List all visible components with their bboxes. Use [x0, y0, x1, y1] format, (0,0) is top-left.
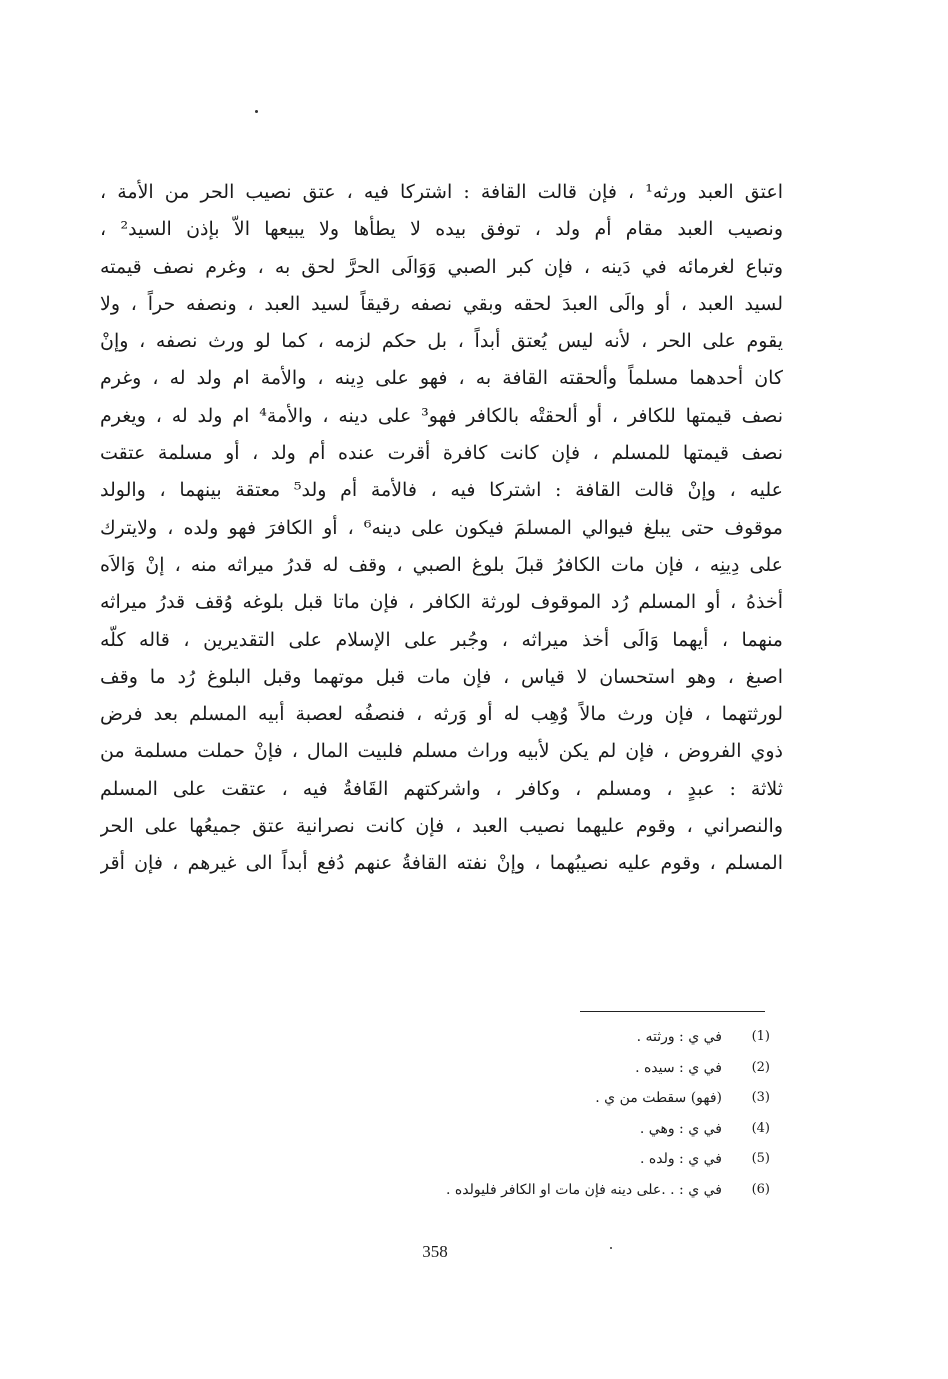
- footnote-item: [300, 1114, 770, 1145]
- text-line: وتباع لغرمائه في دَينه ، فإن كبر الصبي وَوَالَى الحرَّ لحق به ، وغرم نصف قيمته: [100, 255, 783, 278]
- footnote-text: في ي : ورثته .: [636, 1029, 722, 1045]
- text-line: نصف قيمتها للكافر ، أو ألحقتْه بالكافر فهو³ على دينه ، والأمة⁴ ام ولد له ، ويغرم: [100, 404, 783, 427]
- main-text-block: [100, 174, 783, 883]
- text-line: اصبغ ، وهو استحسان لا قياس ، فإن مات قبل موتهما وقبل البلوغ رُد ما وقف: [100, 665, 783, 688]
- text-line: نصف قيمتها للمسلم ، فإن كانت كافرة أقرت عنده أم ولد ، أو مسلمة عتقت: [100, 442, 783, 465]
- text-line: أخذهُ ، أو المسلم رُد الموقوف لورثة الكافر ، فإن ماتا قبل بلوغه وُقف قدرُ ميراثه: [100, 591, 783, 614]
- text-line: ذوي الفروض ، فإن لم يكن لأبيه وراث مسلم فلبيت المال ، فإنْ حملت مسلمة من: [100, 740, 783, 763]
- footnote-item: [300, 1083, 770, 1114]
- footnote-divider: [580, 1011, 765, 1012]
- footnote-item: [300, 1144, 770, 1175]
- text-line: يقوم على الحر ، لأنه ليس يُعتق أبداً ، بل حكم لزمه ، كما لو ورث نصفه ، وإنْ: [100, 330, 783, 353]
- footnote-number: (2): [751, 1059, 770, 1075]
- text-line: منهما ، أيهما وَالَى أخذ ميراثه ، وجُبر على الإسلام على التقديرين ، قاله كلّه: [100, 628, 783, 651]
- text-line: موقوف حتى يبلغ فيوالي المسلمَ فيكون على دينه⁶ ، أو الكافرَ فهو ولده ، ولايترك: [100, 516, 783, 539]
- text-line: اعتق العبد ورثه¹ ، فإن قالت القافة : اشتركا فيه ، عتق نصيب الحر من الأمة ،: [100, 181, 783, 203]
- footnote-item: [300, 1175, 770, 1206]
- footnote-item: [300, 1053, 770, 1084]
- text-line: لورثتهما ، فإن ورث مالاً وُهِب له أو وَرثه ، فنصفُه لعصبة أبيه المسلم بعد فرض: [100, 703, 783, 726]
- footnotes: [300, 1022, 770, 1205]
- footnote-number: (6): [751, 1181, 770, 1197]
- footnote-number: (1): [751, 1029, 770, 1044]
- page-number: 358: [422, 1242, 448, 1261]
- footnote-number: (4): [751, 1120, 770, 1136]
- text-line: المسلم ، وقوم عليه نصيبُهما ، وإنْ نفته القافةُ عنهم دُفع أبداً الى غيرهم ، فإن أقر: [100, 852, 783, 875]
- footnote-text: في ي : ولده .: [640, 1151, 722, 1167]
- scan-speck: [610, 1247, 612, 1249]
- text-line: والنصراني ، وقوم عليهما نصيب العبد ، فإن كانت نصرانية عتق جميعُها على الحر: [100, 815, 783, 838]
- scan-speck: [255, 110, 258, 113]
- text-line: ونصيب العبد مقام أم ولد ، توفق بيده لا يطأها ولا يبيعها الاّ بإذن السيد² ،: [100, 218, 783, 241]
- footnote-text: في ي : . .على دينه فإن مات او الكافر فليولده .: [446, 1181, 722, 1198]
- text-line: كان أحدهما مسلماً وألحقته القافة به ، فهو على دِينه ، والأمة ام ولد له ، وغرم: [100, 367, 783, 390]
- text-line: عليه ، وإنْ قالت القافة : اشتركا فيه ، فالأمة أم ولد⁵ معتقة بينهما ، والولد: [100, 479, 783, 502]
- footnote-text: في ي : وهي .: [639, 1120, 722, 1137]
- text-line: ثلاثة : عبدٍ ، ومسلم ، وكافر ، واشركتهم القَافةُ فيه ، عتقت على المسلم: [100, 777, 783, 800]
- footnote-item: [300, 1022, 770, 1053]
- footnote-number: (3): [751, 1090, 770, 1105]
- text-line: لسيد العبد ، أو والَى العبدَ لحقه وبقي نصفه رقيقاً لسيد العبد ، ونصفه حراً ، ولا: [100, 292, 783, 315]
- text-line: على دِينِه ، فإن مات الكافرُ قبلَ بلوغ الصبي ، وقف له قدرُ ميراثه منه ، إنْ وَالاَه: [100, 553, 783, 576]
- footnote-number: (5): [751, 1151, 770, 1166]
- footnote-text: في ي : سيده .: [635, 1059, 722, 1076]
- footnote-text: (فهو) سقطت من ي .: [595, 1090, 722, 1106]
